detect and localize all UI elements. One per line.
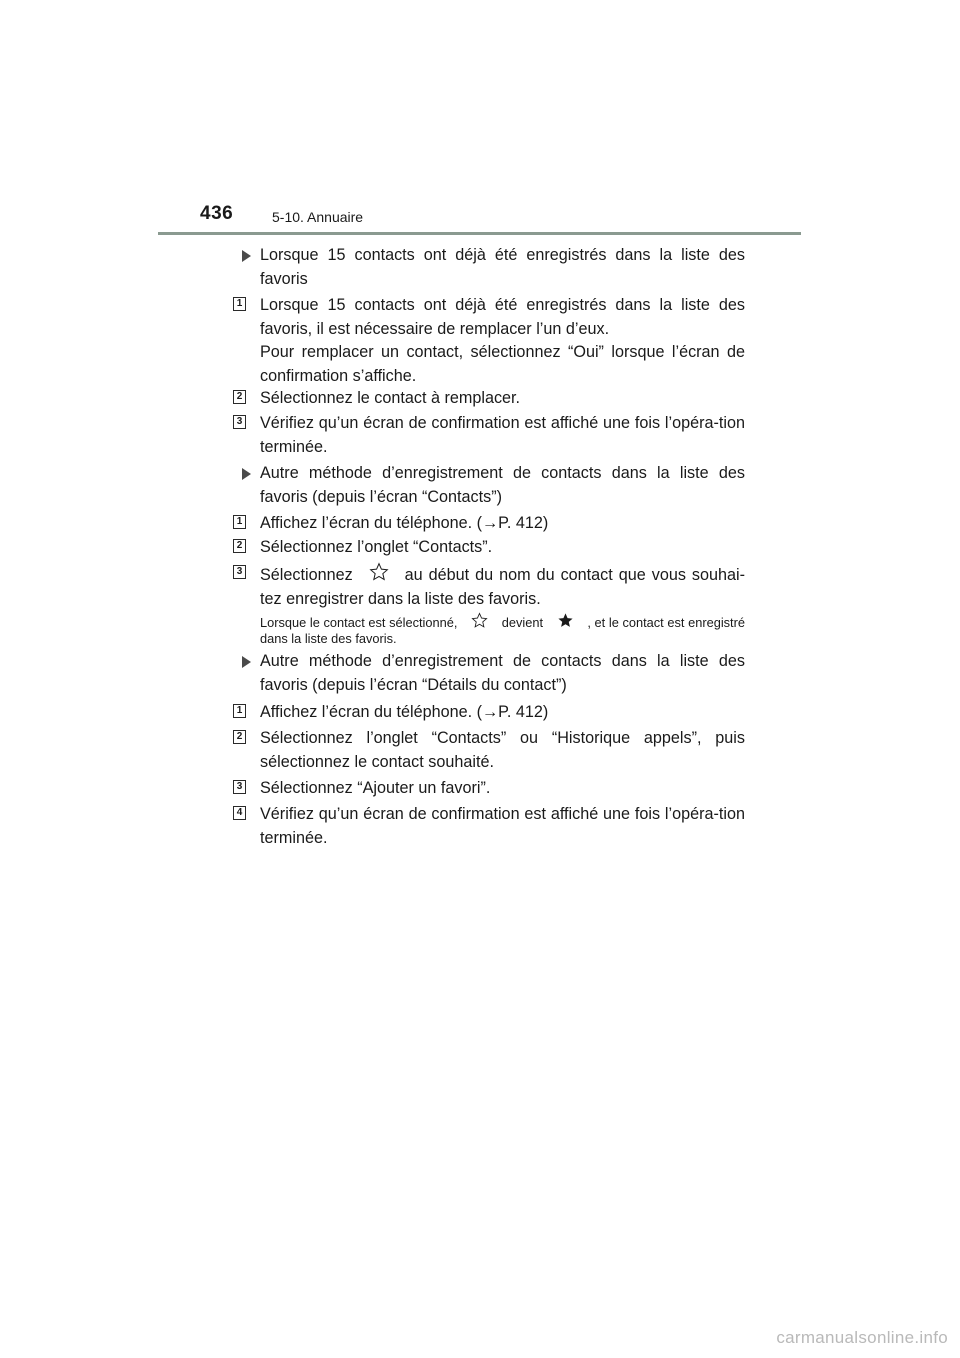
- step-text: au début du nom du contact que vous souhai-tez enregistrer dans la liste des favoris.: [260, 566, 745, 608]
- step-number: 3: [233, 415, 246, 429]
- step-number: 2: [233, 539, 246, 553]
- subheading-text: Autre méthode d’enregistrement de contacts dans la liste des favoris (depuis l’écran “Contacts”): [260, 464, 745, 506]
- step-text: Pour remplacer un contact, sélectionnez “Oui” lorsque l’écran de confirmation s’affiche.: [260, 343, 745, 385]
- step-text: Vérifiez qu’un écran de confirmation est affiché une fois l’opéra-tion terminée.: [260, 805, 745, 847]
- step-text: Affichez l’écran du téléphone. (→P. 412): [260, 514, 549, 532]
- step-number: 2: [233, 390, 246, 404]
- watermark: carmanualsonline.info: [776, 1328, 948, 1347]
- page-header: [0, 0, 960, 240]
- star-outline-icon: [369, 562, 389, 582]
- step-number: 2: [233, 730, 246, 744]
- step-number: 4: [233, 806, 246, 820]
- note-text: Lorsque le contact est sélectionné,: [260, 615, 458, 630]
- subheading-text: Lorsque 15 contacts ont déjà été enregistrés dans la liste des favoris: [260, 246, 745, 288]
- star-filled-icon: [557, 612, 574, 629]
- triangle-right-icon: [242, 468, 251, 480]
- step-number: 1: [233, 297, 246, 311]
- step-text: Sélectionnez le contact à remplacer.: [260, 389, 521, 407]
- step-number: 1: [233, 515, 246, 529]
- step-text: Sélectionnez “Ajouter un favori”.: [260, 779, 491, 797]
- step-text: Lorsque 15 contacts ont déjà été enregistrés dans la liste des favoris, il est nécessaire de remplacer l’un d’eux.: [260, 296, 745, 338]
- step-text: Vérifiez qu’un écran de confirmation est affiché une fois l’opéra-tion terminée.: [260, 414, 745, 456]
- section-title: 5-10. Annuaire: [272, 209, 364, 225]
- header-rule: [158, 232, 801, 235]
- step-number: 3: [233, 565, 246, 579]
- step-number: 1: [233, 704, 246, 718]
- step-number: 3: [233, 780, 246, 794]
- triangle-right-icon: [242, 250, 251, 262]
- subheading-text: Autre méthode d’enregistrement de contacts dans la liste des favoris (depuis l’écran “Détails du contact”): [260, 652, 745, 694]
- page-number: 436: [200, 203, 234, 224]
- note-text: devient: [501, 615, 544, 630]
- step-text: Sélectionnez l’onglet “Contacts” ou “Historique appels”, puis sélectionnez le contact souhaité.: [260, 729, 745, 771]
- note-text: , et le contact est enregistré dans la liste des favoris.: [260, 615, 745, 646]
- star-outline-icon: [471, 612, 488, 629]
- step-text: Sélectionnez l’onglet “Contacts”.: [260, 538, 493, 556]
- step-text: Sélectionnez: [260, 566, 353, 584]
- step-text: Affichez l’écran du téléphone. (→P. 412): [260, 703, 549, 721]
- triangle-right-icon: [242, 656, 251, 668]
